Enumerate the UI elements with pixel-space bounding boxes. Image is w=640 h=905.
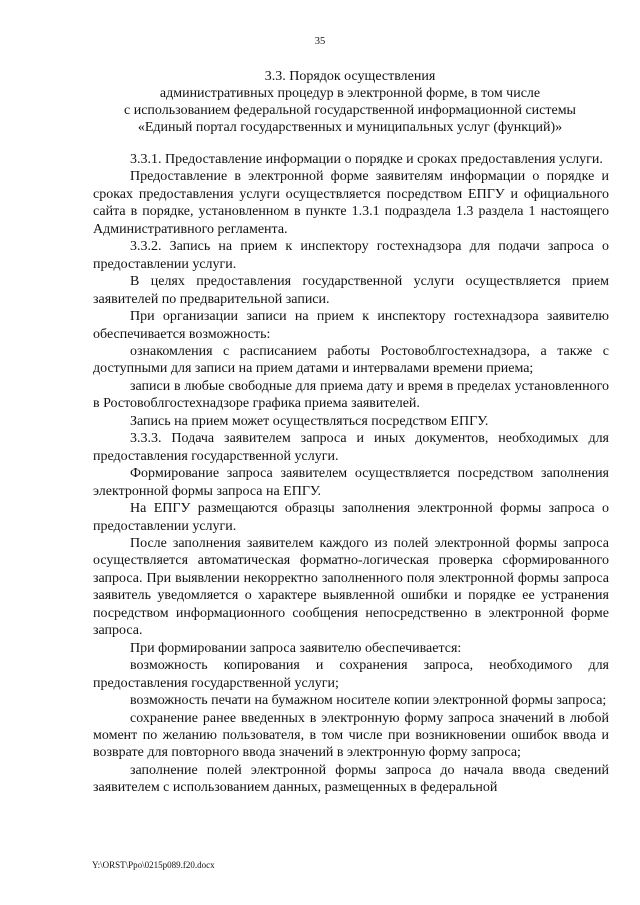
heading-line: административных процедур в электронной форме, в том числе <box>159 86 541 101</box>
paragraph: заполнение полей электронной формы запроса до начала ввода сведений заявителем с использованием данных, размещенных в федеральной <box>93 762 609 796</box>
file-path-footer: Y:\ORST\Ppo\0215p089.f20.docx <box>92 860 215 870</box>
paragraph: 3.3.3. Подача заявителем запроса и иных документов, необходимых для предоставления государственной услуги. <box>93 431 609 464</box>
heading-line: «Единый портал государственных и муниципальных услуг (функций)» <box>137 120 563 135</box>
heading-line: 3.3. Порядок осуществления <box>264 69 436 84</box>
section-heading <box>80 68 620 136</box>
paragraph: возможность печати на бумажном носителе копии электронной формы запроса; <box>130 693 607 709</box>
paragraph: При формировании запроса заявителю обеспечивается: <box>130 640 462 656</box>
heading-line: с использованием федеральной государственной информационной системы <box>124 103 576 118</box>
paragraph: 3.3.1. Предоставление информации о порядке и сроках предоставления услуги. <box>130 152 603 167</box>
document-body <box>93 151 609 797</box>
paragraph: записи в любые свободные для приема дату и время в пределах установленного в Ростовоблгостехнадзоре графика приема заявителей. <box>93 378 609 412</box>
page-number: 35 <box>314 36 326 47</box>
paragraph: При организации записи на прием к инспектору гостехнадзора заявителю обеспечивается возможность: <box>93 309 609 342</box>
paragraph: Формирование запроса заявителем осуществляется посредством заполнения электронной формы запроса на ЕПГУ. <box>93 466 609 499</box>
paragraph: Запись на прием может осуществляться посредством ЕПГУ. <box>130 413 489 429</box>
paragraph: В целях предоставления государственной услуги осуществляется прием заявителей по предварительной записи. <box>93 274 609 307</box>
paragraph: ознакомления с расписанием работы Ростовоблгостехнадзора, а также с доступными для записи на прием датами и интервалами времени приема; <box>93 343 609 377</box>
paragraph: сохранение ранее введенных в электронную форму запроса значений в любой момент по желанию пользователя, в том числе при возникновении ошибок ввода и возврате для повторного ввода значений в электронную форму запроса; <box>93 710 609 761</box>
paragraph: После заполнения заявителем каждого из полей электронной формы запроса осуществляется автоматическая форматно-логическая проверка сформированного запроса. При выявлении некорректно заполненного поля электронной формы запроса заявитель уведомляется о характере выявленной ошибки и порядке ее устранения посредством информационного сообщения непосредственно в электронной форме запроса. <box>93 535 609 639</box>
paragraph: Предоставление в электронной форме заявителям информации о порядке и сроках предоставления услуги осуществляется посредством ЕПГУ и официального сайта в порядке, установленном в пункте 1.3.1 подраздела 1.3 раздела 1 настоящего Административного регламента. <box>93 169 609 237</box>
paragraph: На ЕПГУ размещаются образцы заполнения электронной формы запроса о предоставлении услуги. <box>93 501 609 534</box>
paragraph: возможность копирования и сохранения запроса, необходимого для предоставления государственной услуги; <box>93 658 609 691</box>
paragraph: 3.3.2. Запись на прием к инспектору гостехнадзора для подачи запроса о предоставлении услуги. <box>93 239 609 272</box>
